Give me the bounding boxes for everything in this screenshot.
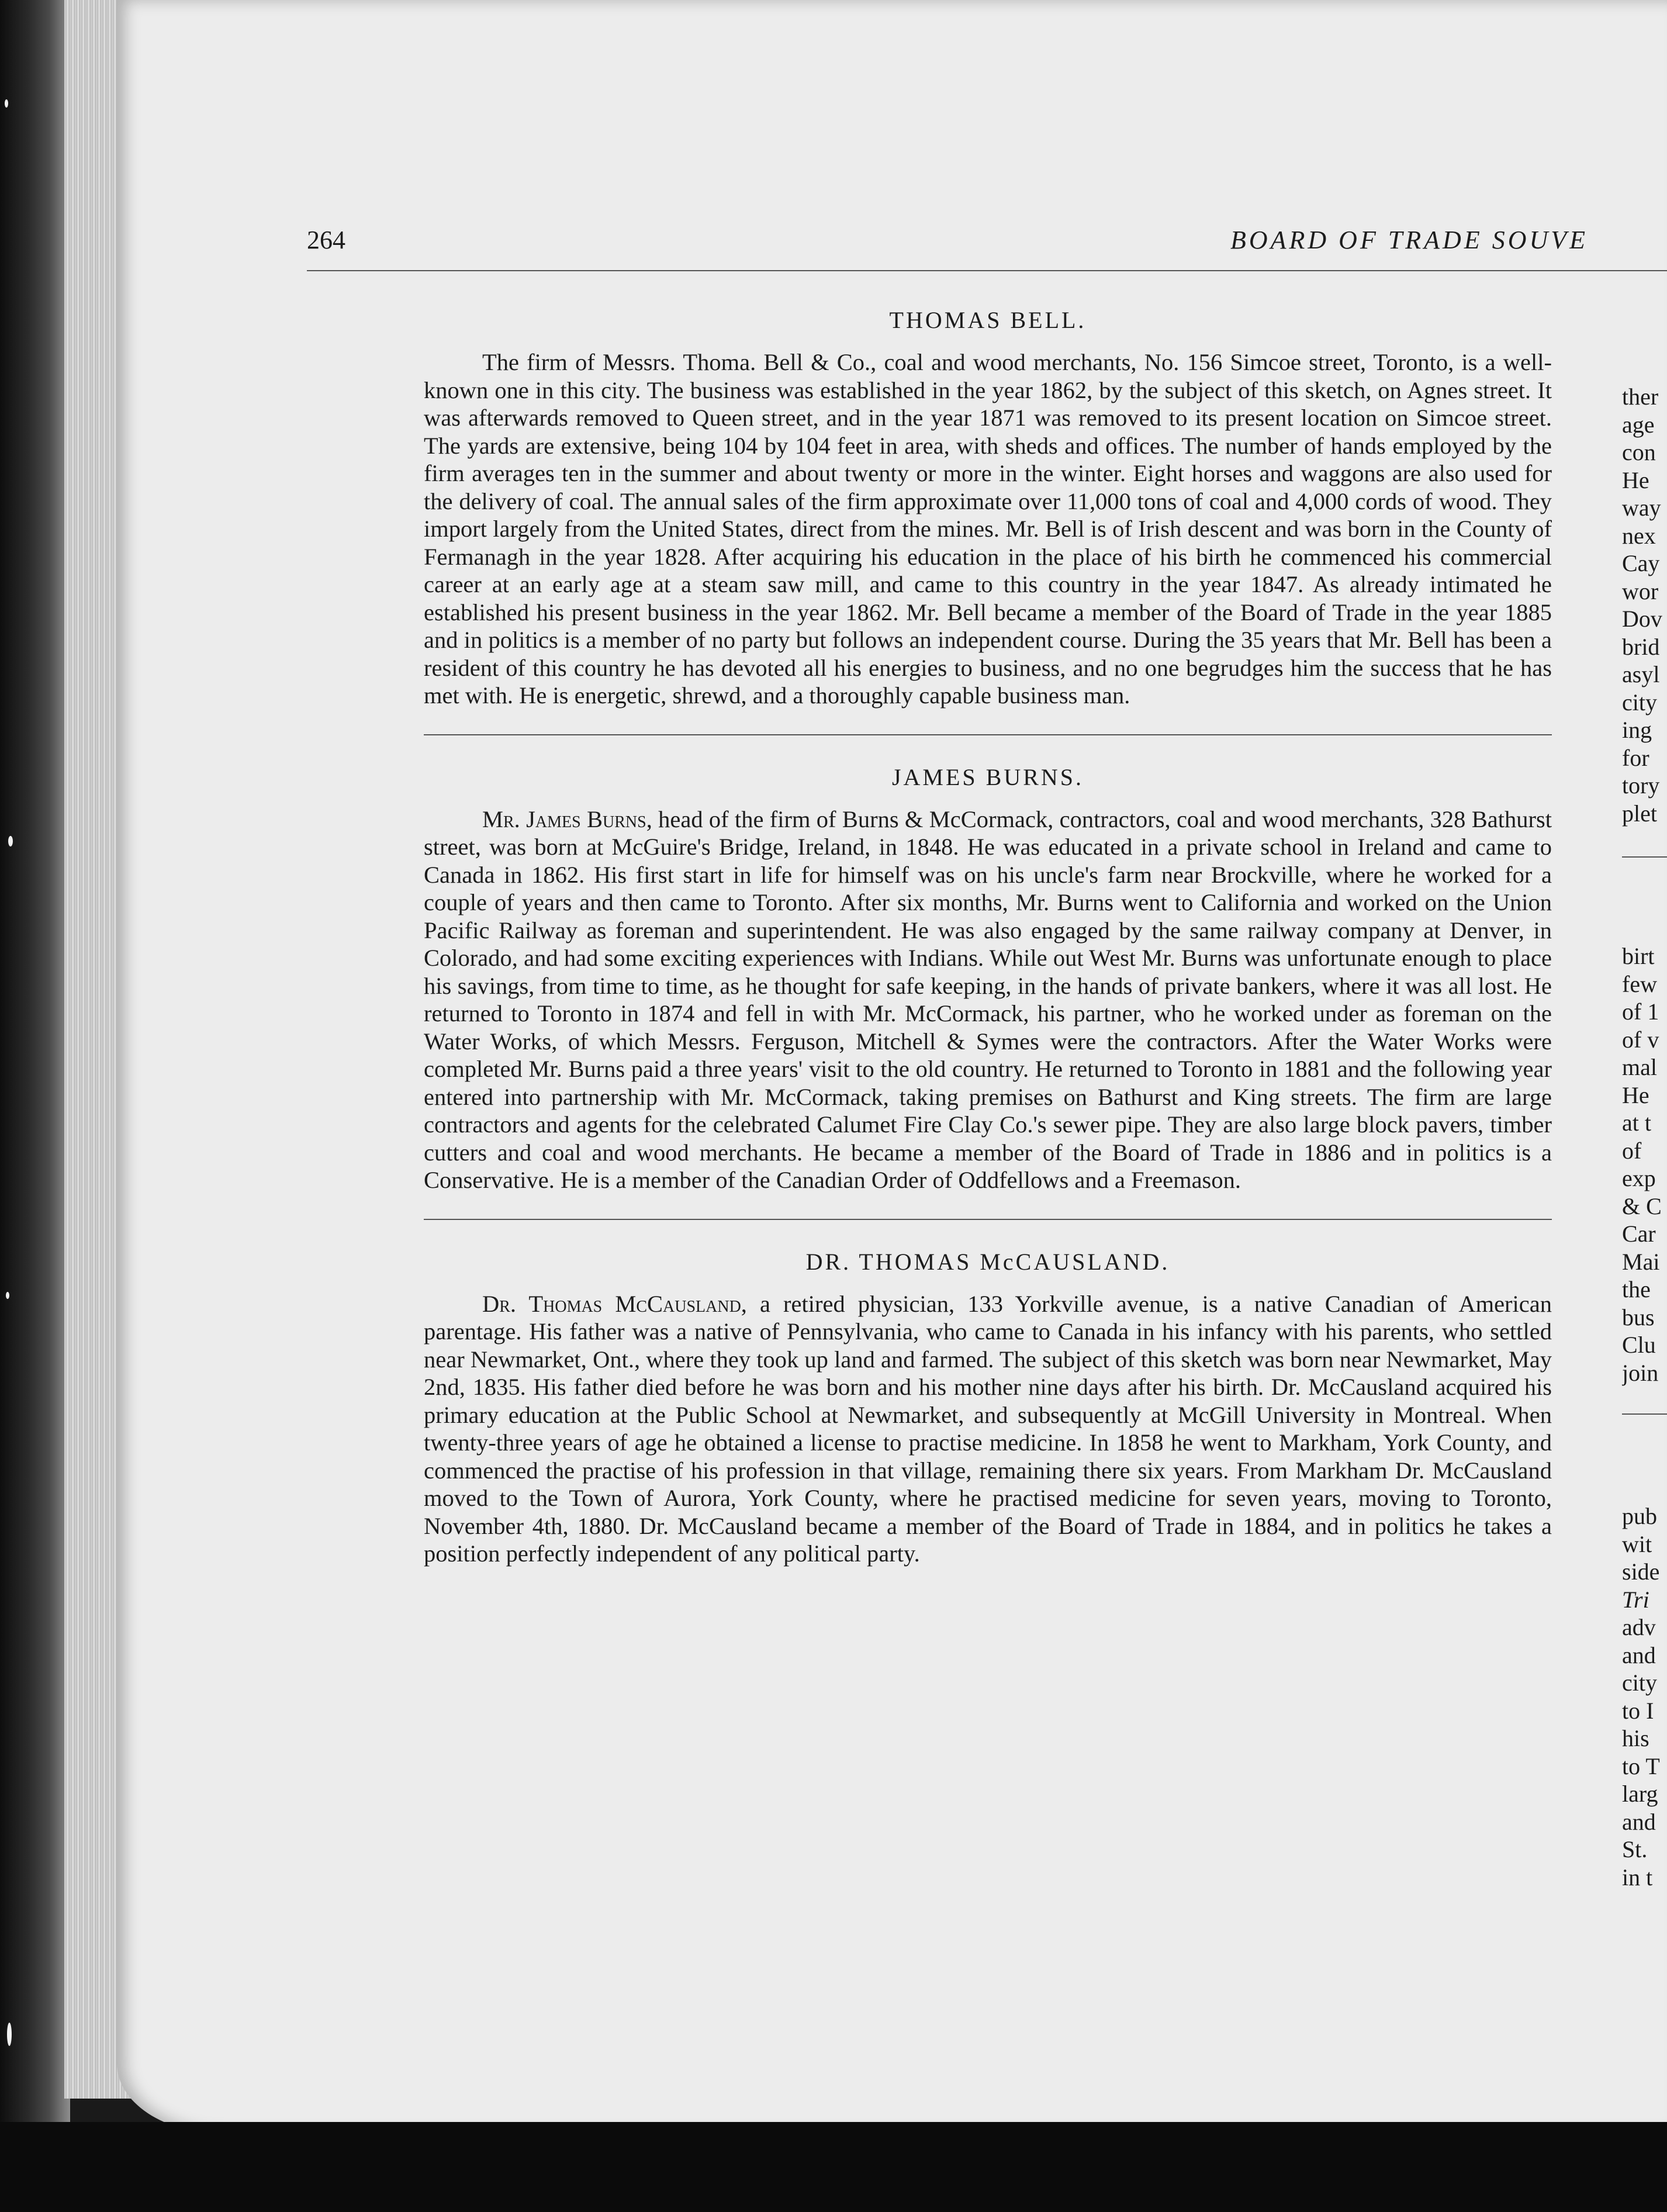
side-fragment: in t [1622,1864,1653,1890]
side-fragment: of [1622,1137,1642,1164]
side-fragment: his [1622,1725,1649,1751]
side-fragment: Car [1622,1221,1656,1247]
side-fragment: ther [1622,383,1659,410]
side-fragment: and [1622,1641,1656,1668]
running-title: BOARD OF TRADE SOUVE [1230,226,1589,254]
article-body [424,1290,1552,1568]
side-fragment: way [1622,495,1661,521]
side-fragment: plet [1622,800,1657,827]
article-body [424,348,1552,710]
header-rule [307,270,1667,271]
side-fragment: He [1622,1081,1649,1108]
side-fragment: asyl [1622,661,1660,687]
side-column-block-2 [1622,942,1667,1387]
side-fragment: He [1622,466,1649,493]
side-fragment: few [1622,970,1657,997]
scan-background [0,2122,1667,2212]
side-fragment: con [1622,439,1656,465]
side-fragment: the [1622,1276,1651,1302]
side-fragment: larg [1622,1781,1658,1807]
side-fragment: Dov [1622,606,1662,632]
side-fragment: bus [1622,1304,1655,1330]
article-text: The firm of Messrs. Thoma. Bell & Co., coal and wood merchants, No. 156 Simcoe street, Toronto, is a well-known one in this city. The business was established in the year 1862, by the subject of this sketch, on Agnes street. It was afterwards removed to Queen street, and in the year 1871 was removed to its present location on Simcoe street. The yards are extensive, being 104 by 104 feet in area, with sheds and offices. The number of hands employed by the firm averages ten in the summer and about twenty or more in the winter. Eight horses and waggons are also used for the delivery of coal. The annual sales of the firm approximate over 11,000 tons of coal and 4,000 cords of wood. They import largely from the United States, direct from the mines. Mr. Bell is of Irish descent and was born in the County of Fermanagh in the year 1828. After acquiring his education in the place of his birth he commenced his commercial career at an early age at a steam saw mill, and came to this country in the year 1847. As already intimated he established his present business in the year 1862. Mr. Bell became a member of the Board of Trade in the year 1885 and in politics is a member of no party but follows an independent course. During the 35 years that Mr. Bell has been a resident of this country he has devoted all his energies to business, and no one begrudges him the success that he has met with. He is energetic, shrewd, and a thoroughly capable business man. [424,349,1552,708]
article-text: a retired physician, 133 Yorkville avenue, is a native Canadian of American parentage. His father was a native of Pennsylvania, who came to Canada in his infancy with his parents, who settled near Newmarket, Ont., where they took up land and farmed. The subject of this sketch was born near Newmarket, May 2nd, 1835. His father died before he was born and his mother nine days after his birth. Dr. McCausland acquired his primary education at the Public School at Newmarket, and subsequently at McGill University in Montreal. When twenty-three years of age he obtained a license to practise medicine. In 1858 he went to Markham, York County, and commenced the practise of his profession in that village, remaining there six years. From Markham Dr. McCausland moved to the Town of Aurora, York County, where he practised medicine for seven years, moving to Toronto, November 4th, 1880. Dr. McCausland became a member of the Board of Trade in 1884, and in politics he takes a position perfectly independent of any political party. [424,1290,1552,1567]
side-fragment: wor [1622,578,1659,604]
side-fragment: age [1622,411,1655,438]
side-fragment: Tri [1622,1586,1649,1613]
side-divider [1622,1413,1667,1415]
side-fragment: St. [1622,1836,1648,1862]
article-title: JAMES BURNS. [891,763,1084,790]
side-column-block-1 [1622,383,1667,827]
scan-speck [6,1292,9,1299]
side-fragment: exp [1622,1165,1656,1191]
side-fragment: Clu [1622,1332,1656,1358]
side-fragment: for [1622,744,1649,771]
side-fragment: city [1622,689,1657,716]
side-fragment: and [1622,1808,1656,1835]
side-fragment: mal [1622,1054,1657,1080]
side-column-block-3 [1622,1502,1667,1891]
article-title: THOMAS BELL. [889,307,1087,333]
section-divider [424,1219,1552,1220]
side-fragment: side [1622,1558,1660,1585]
side-fragment: join [1622,1359,1659,1386]
side-fragment: tory [1622,772,1660,799]
side-fragment: wit [1622,1530,1652,1557]
side-fragment: nex [1622,522,1656,549]
side-fragment: of v [1622,1026,1659,1053]
side-fragment: at t [1622,1110,1651,1136]
main-column [424,304,1552,1568]
side-fragment: brid [1622,633,1660,660]
side-fragment: ing [1622,717,1652,743]
article-thomas-bell [424,304,1552,710]
side-fragment: pub [1622,1503,1657,1529]
article-text: head of the firm of Burns & McCormack, contractors, coal and wood merchants, 328 Bathurst street, was born at McGuire's Bridge, Ireland, in 1848. He was educated in a private school in Ireland and came to Canada in 1862. His first start in life for himself was on his uncle's farm near Brockville, where he worked for a couple of years and then came to Toronto. After six months, Mr. Burns went to California and worked on the Union Pacific Railway as foreman and superintendent. He was also engaged by the same railway company at Denver, in Colorado, and had some exciting experiences with Indians. While out West Mr. Burns was unfortunate enough to place his savings, from time to time, as he thought for safe keeping, in the hands of private bankers, where it was all lost. He returned to Toronto in 1874 and fell in with Mr. McCormack, his partner, who he worked under as foreman on the Water Works, of which Messrs. Ferguson, Mitchell & Symes were the contractors. After the Water Works were completed Mr. Burns paid a three years' visit to the old country. He returned to Toronto in 1881 and the following year entered into partnership with Mr. McCormack, taking premises on Bathurst and King streets. The firm are large contractors and agents for the celebrated Calumet Fire Clay Co.'s sewer pipe. They are also large block pavers, timber cutters and coal and wood merchants. He became a member of the Board of Trade in 1886 and in politics is a Conservative. He is a member of the Canadian Order of Oddfellows and a Freemason. [424,806,1552,1193]
side-fragment: & C [1622,1193,1662,1219]
article-thomas-mccausland [424,1246,1552,1568]
page-number: 264 [307,226,345,254]
scan-speck [7,2023,12,2046]
scan-speck [5,99,8,108]
scan-speck [8,836,13,846]
article-lead: Dr. Thomas McCausland, [482,1290,747,1317]
side-fragment: to T [1622,1753,1660,1779]
side-fragment: to I [1622,1697,1654,1724]
side-fragment: Cay [1622,550,1660,576]
article-james-burns [424,761,1552,1194]
book-spine [0,0,70,2212]
article-lead: Mr. James Burns, [482,806,652,832]
side-fragment: birt [1622,943,1655,969]
side-fragment: Mai [1622,1248,1660,1275]
side-fragment: city [1622,1670,1657,1696]
section-divider [424,734,1552,735]
side-fragment: adv [1622,1614,1656,1640]
page-header [307,225,1667,272]
side-divider [1622,856,1667,858]
side-fragment: of 1 [1622,998,1659,1025]
article-body [424,806,1552,1194]
article-title: DR. THOMAS McCAUSLAND. [805,1248,1170,1275]
